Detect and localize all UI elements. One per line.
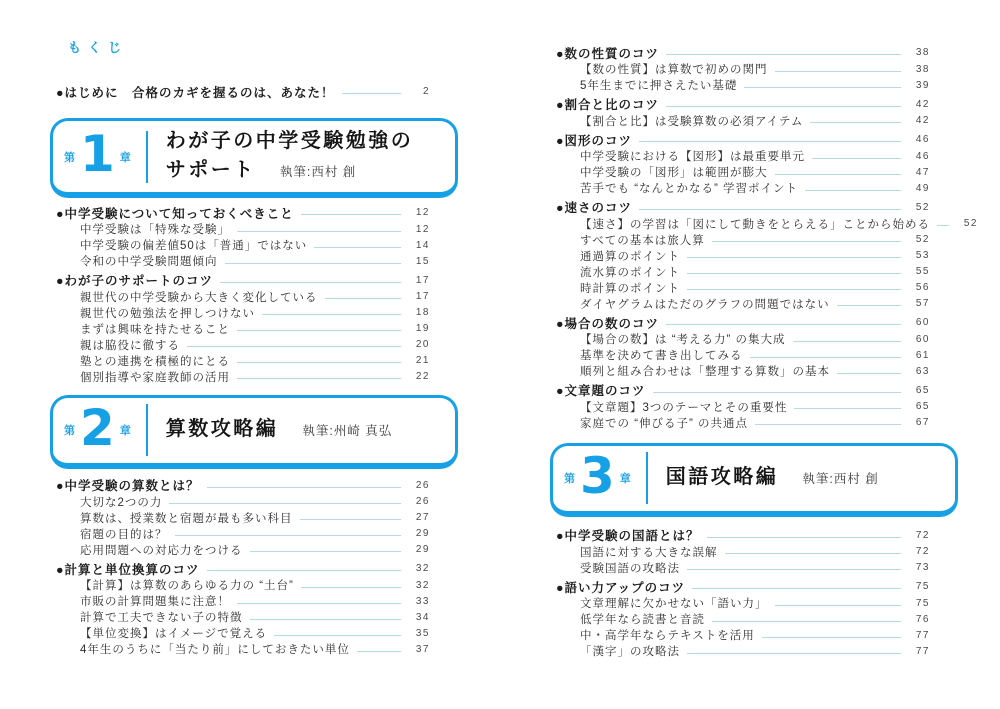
toc-entry [50, 353, 458, 369]
leader-line [639, 141, 901, 142]
toc-intro-label: ●はじめに 合格のカギを握るのは、あなた！ [56, 85, 335, 100]
toc-entry [550, 77, 958, 93]
toc-entry [550, 180, 958, 196]
page-number: 20 [415, 339, 430, 350]
page-number: 42 [915, 98, 930, 110]
toc-entry-label: 大切な2つの力 [80, 496, 163, 509]
page-number: 52 [915, 234, 930, 245]
page-title: もくじ [68, 40, 129, 55]
toc-entry-label: 受験国語の攻略法 [580, 562, 680, 575]
leader-line [207, 487, 401, 488]
leader-line [250, 551, 402, 552]
toc-entry [50, 593, 458, 609]
leader-line [692, 588, 901, 589]
toc-entry [50, 494, 458, 510]
toc-entry [550, 61, 958, 77]
leader-line [314, 247, 401, 248]
toc-entry [550, 148, 958, 164]
toc-entry [550, 314, 958, 331]
toc-entry-label: 苦手でも “なんとかなる” 学習ポイント [580, 183, 799, 195]
page-number: 77 [915, 629, 930, 641]
toc-entry-label: 応用問題への対応力をつける [80, 544, 243, 557]
chapter-title-text: サポート [165, 158, 256, 181]
toc-entry-label: ●文章題のコツ [556, 384, 646, 398]
toc-entry-label: 【計算】は算数のあらゆる力の “土台” [80, 580, 294, 592]
leader-line [187, 346, 401, 347]
toc-entry-label: 【場合の数】は “考える力” の集大成 [580, 334, 786, 346]
page-number: 33 [415, 595, 430, 607]
chapter-number: 1 [80, 125, 115, 183]
toc-entry [550, 382, 958, 399]
toc-entry-label: 令和の中学受験問題傾向 [80, 256, 218, 268]
leader-line [687, 273, 901, 274]
toc-entry [50, 305, 458, 321]
toc-entry-label: 中学受験は「特殊な受験」 [80, 224, 230, 236]
toc-entry [50, 272, 458, 289]
left-column [50, 40, 458, 657]
toc-entry [50, 321, 458, 337]
chapter-author: 執筆:西村 創 [279, 164, 357, 179]
leader-line [342, 93, 401, 94]
toc-entry-label: 算数は、授業数と宿題が最も多い科目 [80, 512, 293, 525]
toc-entry [550, 232, 958, 248]
chapter-2-badge [53, 398, 131, 457]
page-number: 56 [915, 282, 930, 293]
toc-list-chapter2-continued [550, 44, 978, 431]
toc-entry-label: 国語に対する大きな誤解 [580, 546, 718, 559]
toc-entry-label: 【文章題】3つのテーマとその重要性 [580, 401, 788, 414]
toc-entry [50, 526, 458, 542]
page-number: 65 [915, 384, 930, 396]
toc-entry [550, 131, 958, 148]
page-number: 60 [915, 333, 930, 345]
chapter-title-line1: わが子の中学受験勉強の [165, 129, 414, 152]
chapter-1-box [50, 118, 458, 198]
leader-line [775, 71, 902, 72]
toc-intro-row [50, 83, 458, 100]
page-number: 29 [415, 544, 430, 555]
toc-entry [550, 264, 958, 280]
page-number: 72 [915, 546, 930, 557]
leader-line [300, 519, 402, 520]
page-number: 46 [915, 150, 930, 162]
chapter-divider [146, 131, 148, 183]
toc-entry-label: 通過算のポイント [580, 250, 680, 263]
chapter-suffix: 章 [119, 425, 131, 437]
toc-entry-label: ●数の性質のコツ [556, 46, 660, 61]
leader-line [687, 653, 901, 654]
chapter-3-badge [553, 446, 631, 505]
page-number: 18 [415, 307, 430, 318]
toc-entry [550, 248, 958, 264]
leader-line [175, 535, 402, 536]
page-number: 26 [415, 496, 430, 507]
chapter-title-text: 算数攻略編 [165, 417, 279, 440]
toc-entry-label: ●語い力アップのコツ [556, 580, 686, 595]
page-number: 75 [915, 597, 930, 609]
page-number: 34 [415, 611, 430, 623]
toc-list-chapter2 [50, 477, 458, 658]
toc-entry-label: 低学年なら読書と音読 [580, 614, 705, 626]
leader-line [169, 503, 401, 504]
leader-line [325, 298, 402, 299]
toc-entry [50, 369, 458, 385]
chapter-author: 執筆:州崎 真弘 [302, 423, 393, 438]
toc-entry-label: 【速さ】の学習は「図にして動きをとらえる」ことから始める [580, 218, 930, 231]
toc-entry [550, 399, 958, 415]
toc-entry-label: 時計算のポイント [580, 282, 680, 295]
page-number: 42 [915, 115, 930, 126]
page-number: 19 [415, 323, 430, 334]
toc-list-chapter3 [550, 527, 958, 660]
chapter-1-title-block [166, 127, 414, 187]
toc-entry-label: 親世代の勉強法を押しつけない [80, 307, 255, 320]
toc-entry-label: 親は脇役に徹する [80, 339, 180, 352]
leader-line [262, 314, 401, 315]
leader-line [301, 214, 401, 215]
toc-entry-label: 市販の計算問題集に注意！ [80, 596, 230, 608]
toc-entry-label: 【数の性質】は算数で初めの関門 [580, 64, 768, 76]
toc-entry [550, 296, 958, 312]
page-number: 46 [915, 134, 930, 145]
page-number: 67 [915, 417, 930, 428]
page-number: 32 [415, 579, 430, 591]
page-number: 35 [415, 627, 430, 639]
toc-entry [50, 337, 458, 353]
toc-entry [550, 527, 958, 544]
page-number: 75 [915, 581, 930, 592]
leader-line [725, 553, 902, 554]
toc-entry-label: ダイヤグラムはただのグラフの問題ではない [580, 298, 830, 311]
toc-entry [550, 560, 958, 576]
toc-entry-label: 【単位変換】はイメージで覚える [80, 628, 268, 640]
leader-line [744, 87, 901, 88]
toc-entry-label: 中学受験の「図形」は範囲が膨大 [580, 167, 768, 179]
chapter-title-text: 国語攻略編 [665, 465, 779, 488]
page-number: 38 [915, 47, 930, 58]
page-number: 47 [915, 166, 930, 178]
page-number: 39 [915, 79, 930, 91]
leader-line [666, 106, 901, 107]
page-number: 29 [415, 528, 430, 539]
chapter-prefix: 第 [64, 151, 75, 164]
page-number: 38 [915, 63, 930, 75]
leader-line [712, 621, 901, 622]
page-number: 60 [915, 317, 930, 328]
toc-entry [50, 560, 458, 577]
leader-line [837, 373, 901, 374]
toc-entry [50, 253, 458, 269]
toc-entry-label: 5年生までに押さえたい基礎 [580, 80, 738, 92]
toc-entry-label: 親世代の中学受験から大きく変化している [80, 291, 318, 304]
toc-entry-label: ●計算と単位換算のコツ [56, 562, 200, 577]
toc-entry [550, 280, 958, 296]
toc-entry [550, 595, 958, 611]
leader-line [237, 378, 401, 379]
chapter-divider [146, 404, 148, 456]
toc-entry [550, 643, 958, 659]
chapter-1-badge [53, 125, 131, 183]
leader-line [639, 209, 901, 210]
toc-entry-label: 文章理解に欠かせない「語い力」 [580, 598, 768, 610]
toc-entry-label: 「漢字」の攻略法 [580, 646, 680, 658]
leader-line [775, 605, 902, 606]
page-number: 12 [415, 223, 430, 235]
leader-line [687, 569, 901, 570]
page-number: 17 [415, 291, 430, 302]
toc-entry [550, 347, 958, 363]
leader-line [794, 408, 901, 409]
leader-line [274, 635, 401, 636]
toc-list-chapter1 [50, 204, 458, 385]
toc-entry [550, 113, 958, 129]
chapter-title-line2 [166, 156, 414, 187]
toc-entry [50, 625, 458, 641]
toc-entry-label: 中・高学年ならテキストを活用 [580, 630, 755, 642]
page-number: 76 [915, 613, 930, 625]
chapter-number: 2 [80, 398, 115, 457]
page-number: 57 [915, 298, 930, 309]
toc-entry [50, 221, 458, 237]
toc-entry-label: すべての基本は旅人算 [580, 234, 705, 247]
page-number: 61 [915, 349, 930, 361]
page-number: 52 [963, 218, 978, 229]
toc-entry-label: 宿題の目的は？ [80, 528, 168, 541]
page-number: 52 [915, 201, 930, 213]
leader-line [762, 637, 901, 638]
leader-line [237, 231, 401, 232]
chapter-prefix: 第 [64, 425, 75, 437]
toc-entry-label: ●速さのコツ [556, 201, 633, 215]
toc-entry-label: 4年生のうちに「当たり前」にしておきたい単位 [80, 644, 350, 656]
toc-entry [50, 477, 458, 494]
toc-entry [550, 611, 958, 627]
chapter-suffix: 章 [119, 151, 131, 164]
toc-entry-label: 【割合と比】は受験算数の必須アイテム [580, 115, 804, 128]
chapter-2-box [50, 395, 458, 469]
toc-entry-label: 中学受験の偏差値50は「普通」ではない [80, 240, 308, 252]
leader-line [793, 341, 901, 342]
toc-entry [50, 237, 458, 253]
toc-entry-label: 家庭での “伸びる子” の共通点 [580, 417, 749, 430]
toc-entry [550, 216, 978, 232]
page-number: 12 [415, 207, 430, 218]
toc-entry-label: 流水算のポイント [580, 266, 680, 279]
chapter-author: 執筆:西村 創 [802, 471, 879, 486]
toc-entry-label: 個別指導や家庭教師の活用 [80, 371, 230, 384]
leader-line [812, 158, 901, 159]
leader-line [775, 174, 902, 175]
chapter-suffix: 章 [619, 473, 631, 485]
page-number: 73 [915, 562, 930, 573]
leader-line [712, 241, 901, 242]
right-column [550, 40, 978, 659]
leader-line [653, 392, 901, 393]
leader-line [301, 587, 401, 588]
toc-entry [550, 415, 958, 431]
page-number: 37 [415, 643, 430, 655]
toc-entry-label: ●わが子のサポートのコツ [56, 274, 214, 288]
leader-line [750, 357, 902, 358]
toc-entry [50, 204, 458, 221]
toc-entry [550, 627, 958, 643]
chapter-prefix: 第 [564, 473, 575, 485]
leader-line [937, 225, 949, 226]
toc-entry [50, 510, 458, 526]
toc-entry [550, 578, 958, 595]
page-number: 27 [415, 512, 430, 523]
toc-entry [50, 577, 458, 593]
leader-line [225, 263, 402, 264]
chapter-2-title [166, 415, 393, 446]
page-number: 15 [415, 255, 430, 267]
toc-entry [550, 363, 958, 379]
leader-line [237, 362, 401, 363]
page-number: 49 [915, 182, 930, 194]
toc-entry-label: 塾との連携を積極的にとる [80, 355, 230, 368]
leader-line [237, 603, 401, 604]
toc-entry [550, 544, 958, 560]
page-number: 63 [915, 365, 930, 377]
page-number: 77 [915, 645, 930, 657]
leader-line [357, 651, 401, 652]
toc-entry-label: ●割合と比のコツ [556, 98, 660, 112]
toc-entry [50, 609, 458, 625]
page-number: 55 [915, 266, 930, 277]
page-number: 22 [415, 371, 430, 382]
leader-line [837, 305, 901, 306]
toc-entry [50, 641, 458, 657]
page-number: 65 [915, 401, 930, 412]
leader-line [810, 122, 901, 123]
chapter-number: 3 [580, 446, 615, 505]
page-number: 14 [415, 239, 430, 251]
leader-line [707, 537, 901, 538]
toc-entry-label: 基準を決めて書き出してみる [580, 350, 743, 362]
toc-entry-label: ●場合の数のコツ [556, 316, 660, 331]
leader-line [666, 324, 901, 325]
toc-entry-label: 中学受験における【図形】は最重要単元 [580, 151, 805, 163]
page-number: 17 [415, 274, 430, 286]
toc-entry [550, 164, 958, 180]
page-number: 26 [415, 479, 430, 491]
toc-entry [50, 289, 458, 305]
page-number: 2 [422, 86, 430, 97]
toc-entry [550, 331, 958, 347]
toc-entry [550, 96, 958, 113]
chapter-3-box [550, 443, 958, 517]
toc-entry-label: まずは興味を持たせること [80, 323, 230, 336]
toc-entry-label: ●中学受験の国語とは？ [556, 529, 700, 543]
page-number: 21 [415, 355, 430, 366]
page-number: 53 [915, 250, 930, 261]
leader-line [237, 330, 401, 331]
leader-line [755, 424, 901, 425]
leader-line [687, 257, 901, 258]
toc-entry-label: ●中学受験について知っておくべきこと [56, 206, 294, 221]
chapter-3-title [666, 463, 879, 494]
page-number: 32 [415, 563, 430, 574]
toc-entry [550, 199, 958, 216]
page-number: 72 [915, 529, 930, 541]
toc-entry [550, 44, 958, 61]
leader-line [666, 54, 901, 55]
leader-line [687, 289, 901, 290]
leader-line [805, 190, 901, 191]
leader-line [250, 619, 402, 620]
toc-entry-label: ●中学受験の算数とは？ [56, 479, 200, 493]
leader-line [207, 570, 401, 571]
chapter-divider [646, 452, 648, 504]
toc-entry-label: 順列と組み合わせは「整理する算数」の基本 [580, 366, 830, 378]
toc-entry [50, 542, 458, 558]
toc-entry-label: 計算で工夫できない子の特徴 [80, 612, 243, 624]
toc-entry-label: ●図形のコツ [556, 133, 633, 148]
leader-line [220, 282, 401, 283]
